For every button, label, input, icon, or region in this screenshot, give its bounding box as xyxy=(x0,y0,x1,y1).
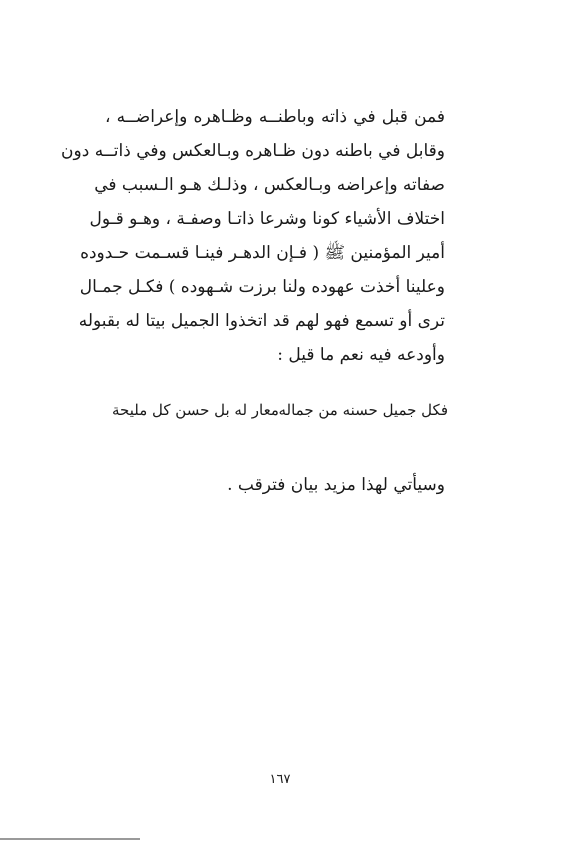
page-number: ١٦٧ xyxy=(269,772,291,787)
paragraph-line-8: وأودعه فيه نعم ما قيل : xyxy=(277,345,445,365)
main-paragraph xyxy=(61,100,445,372)
scan-edge-line xyxy=(0,838,140,840)
paragraph-line-6: وعلينا أخذت عهوده ولنا برزت شـهوده ) فكـل جمـال xyxy=(79,277,445,297)
paragraph-line-2: وقابل في باطنه دون ظـاهره وبـالعكس وفي ذاتــه دون xyxy=(61,141,445,161)
poetry-verse xyxy=(112,396,448,424)
paragraph-line-1: فمن قبل في ذاته وباطنــه وظـاهره وإعراضــه ، xyxy=(105,107,445,127)
paragraph-line-5: أمير المؤمنين ﷺ ( فـإن الدهـر فينـا قسـمت حـدوده xyxy=(80,243,445,263)
paragraph-line-7: ترى أو تسمع فهو لهم قد اتخذوا الجميل بيتا له بقبوله xyxy=(78,311,445,331)
closing-sentence: وسيأتي لهذا مزيد بيان فترقب . xyxy=(227,475,445,495)
paragraph-line-3: صفاته وإعراضه وبـالعكس ، وذلـك هـو الـسبب في xyxy=(94,175,445,195)
verse-first-hemistich: فكل جميل حسنه من جماله xyxy=(278,401,448,419)
verse-second-hemistich: معار له بل حسن كل مليحة xyxy=(112,401,279,419)
paragraph-line-4: اختلاف الأشياء كونا وشرعا ذاتـا وصفـة ، وهـو قـول xyxy=(89,209,445,229)
